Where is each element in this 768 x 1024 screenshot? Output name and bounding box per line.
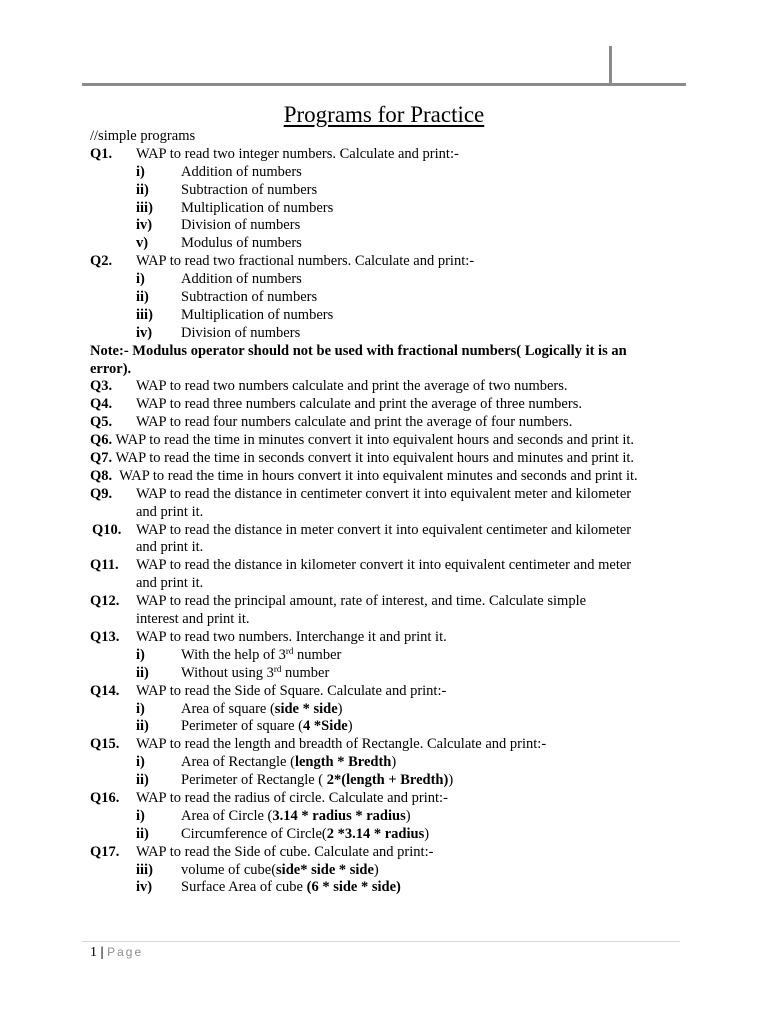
- list-item: i) Area of Rectangle (length * Bredth): [136, 754, 397, 771]
- question-q12: Q12. WAP to read the principal amount, rate of interest, and time. Calculate simple: [90, 593, 587, 610]
- list-item: ii) Subtraction of numbers: [136, 289, 318, 306]
- question-q17: Q17. WAP to read the Side of cube. Calculate and print:-: [90, 843, 434, 860]
- page-label: Page: [107, 945, 144, 959]
- list-item: ii) Without using 3rd number: [136, 663, 330, 681]
- document-body: [90, 128, 690, 897]
- list-item: ii) Perimeter of Rectangle ( 2*(length + Bredth)): [136, 772, 454, 789]
- list-item: i) With the help of 3rd number: [136, 645, 342, 663]
- list-item: ii) Circumference of Circle(2 *3.14 * radius): [136, 825, 430, 842]
- list-item: iii) volume of cube(side* side * side): [136, 861, 379, 878]
- header-rule: [82, 83, 686, 86]
- note-line: Note:- Modulus operator should not be used with fractional numbers( Logically it is an: [90, 342, 627, 359]
- question-q15: Q15. WAP to read the length and breadth of Rectangle. Calculate and print:-: [90, 736, 547, 753]
- question-q3: Q3. WAP to read two numbers calculate and print the average of two numbers.: [90, 378, 568, 395]
- list-item: i) Area of square (side * side): [136, 700, 343, 717]
- footer-separator: |: [97, 945, 108, 960]
- question-continuation: and print it.: [136, 503, 204, 520]
- list-item: iv) Division of numbers: [136, 324, 301, 341]
- question-q14: Q14. WAP to read the Side of Square. Calculate and print:-: [90, 682, 447, 699]
- question-q1: Q1. WAP to read two integer numbers. Calculate and print:-: [90, 145, 459, 162]
- question-q9: Q9. WAP to read the distance in centimeter convert it into equivalent meter and kilometer: [90, 485, 632, 502]
- question-q6: Q6. WAP to read the time in minutes convert it into equivalent hours and seconds and print it.: [90, 432, 635, 449]
- note-line: error).: [90, 360, 132, 377]
- list-item: iv) Division of numbers: [136, 217, 301, 234]
- list-item: ii) Subtraction of numbers: [136, 181, 318, 198]
- question-q2: Q2. WAP to read two fractional numbers. Calculate and print:-: [90, 253, 475, 270]
- list-item: iv) Surface Area of cube (6 * side * side): [136, 879, 401, 896]
- question-q8: Q8. WAP to read the time in hours convert it into equivalent minutes and seconds and print it.: [90, 467, 638, 484]
- question-q10: Q10. WAP to read the distance in meter convert it into equivalent centimeter and kilometer: [92, 521, 632, 538]
- list-item: i) Addition of numbers: [136, 271, 302, 288]
- list-item: v) Modulus of numbers: [136, 235, 302, 252]
- footer-rule: [82, 941, 680, 942]
- page-number: 1: [90, 945, 97, 960]
- question-q11: Q11. WAP to read the distance in kilometer convert it into equivalent centimeter and meter: [90, 557, 632, 574]
- question-continuation: and print it.: [136, 575, 204, 592]
- comment-line: //simple programs: [90, 128, 196, 144]
- header-tick: [609, 46, 612, 84]
- page-footer: [90, 943, 143, 962]
- list-item: i) Addition of numbers: [136, 163, 302, 180]
- list-item: ii) Perimeter of square (4 *Side): [136, 718, 353, 735]
- page-title: Programs for Practice: [283, 102, 485, 127]
- list-item: iii) Multiplication of numbers: [136, 199, 334, 216]
- question-q5: Q5. WAP to read four numbers calculate and print the average of four numbers.: [90, 414, 573, 431]
- list-item: i) Area of Circle (3.14 * radius * radius): [136, 807, 411, 824]
- question-q13: Q13. WAP to read two numbers. Interchange it and print it.: [90, 628, 447, 645]
- question-q7: Q7. WAP to read the time in seconds convert it into equivalent hours and minutes and print it.: [90, 450, 635, 467]
- question-q16: Q16. WAP to read the radius of circle. Calculate and print:-: [90, 789, 448, 806]
- question-continuation: and print it.: [136, 539, 204, 556]
- list-item: iii) Multiplication of numbers: [136, 306, 334, 323]
- question-q4: Q4. WAP to read three numbers calculate and print the average of three numbers.: [90, 396, 582, 413]
- question-continuation: interest and print it.: [136, 611, 250, 628]
